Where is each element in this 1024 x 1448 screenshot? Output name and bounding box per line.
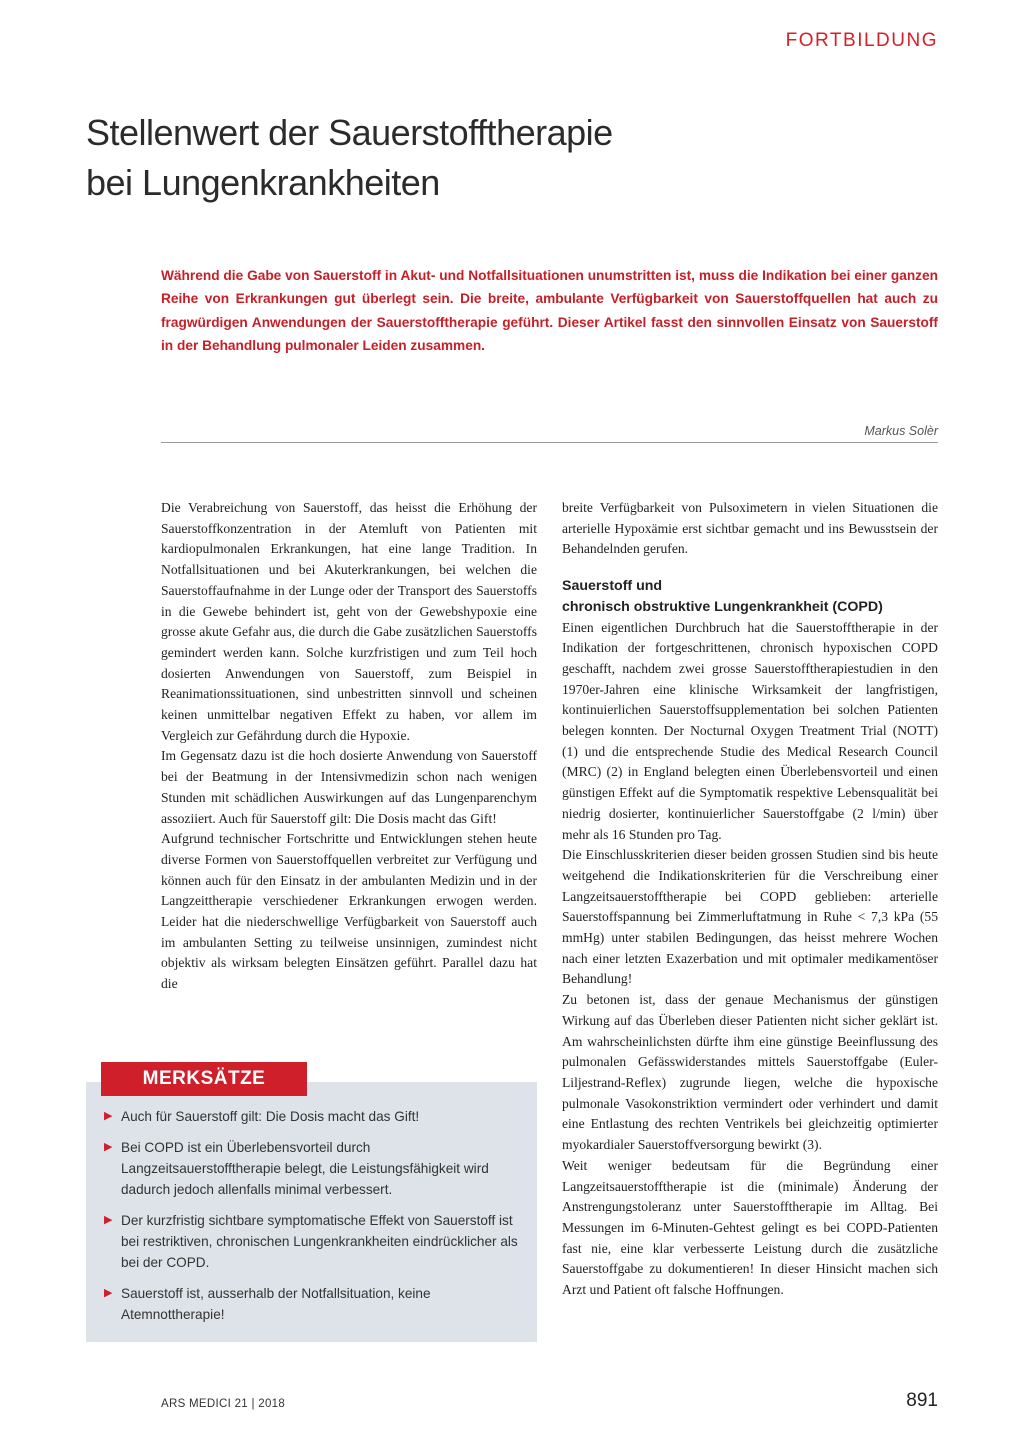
merksatz-text: Sauerstoff ist, ausserhalb der Notfallsituation, keine Atemnottherapie! (121, 1286, 431, 1322)
merksatz-text: Der kurzfristig sichtbare symptomatische Effekt von Sauerstoff ist bei restriktiven, chronischen Lungenkrankheiten eindrücklicher als bei der COPD. (121, 1213, 518, 1270)
body-paragraph: Die Einschlusskriterien dieser beiden grossen Studien sind bis heute weitgehend die Indikationskriterien für die Verschreibung einer Langzeitsauerstofftherapie bei COPD geblieben: arterielle Sauerstoffspannung bei Zimmerluftatmung in Ruhe < 7,3 kPa (55 mmHg) unter stabilen Bedingungen, das heisst mehrere Wochen nach einer letzten Exazerbation und mit optimaler medikamentöser Behandlung! (562, 847, 938, 987)
merksatz-item (104, 1106, 524, 1127)
body-paragraph: Aufgrund technischer Fortschritte und Entwicklungen stehen heute diverse Formen von Sauerstoffquellen verbreitet zur Verfügung und können auch für den Einsatz in der ambulanten Medizin und in der Langzeittherapie verschiedener Erkrankungen erwogen werden. Leider hat die niederschwellige Verfügbarkeit von Sauerstoff auch im ambulanten Setting zu teilweise unsinnigen, zumindest nicht objektiv als wirksam belegten Einsätzen geführt. Parallel dazu hat die (161, 831, 537, 992)
merksatz-item (104, 1283, 524, 1325)
left-column (161, 498, 537, 995)
author: Markus Solèr (864, 424, 938, 438)
section-heading-line-1: Sauerstoff und (562, 578, 663, 595)
merksatz-text: Auch für Sauerstoff gilt: Die Dosis macht das Gift! (121, 1109, 420, 1124)
body-paragraph: Im Gegensatz dazu ist die hoch dosierte Anwendung von Sauerstoff bei der Beatmung in der Intensivmedizin schon nach wenigen Stunden mit schädlichen Auswirkungen auf das Lungenparenchym assoziiert. Auch für Sauerstoff gilt: Die Dosis macht das Gift! (161, 748, 537, 826)
section-heading-line-2: chronisch obstruktive Lungenkrankheit (COPD) (562, 598, 883, 615)
body-paragraph: breite Verfügbarkeit von Pulsoximetern in vielen Situationen die arterielle Hypoxämie erst sichtbar gemacht und ins Bewusstsein der Behandelnden gerufen. (562, 500, 938, 557)
merksatz-item (104, 1137, 524, 1200)
article-lead: Während die Gabe von Sauerstoff in Akut- und Notfallsituationen unumstritten ist, muss die Indikation bei einer ganzen Reihe von Erkrankungen gut überlegt sein. Die breite, ambulante Verfügbarkeit von Sauerstoffquellen hat auch zu fragwürdigen Anwendungen der Sauerstofftherapie geführt. Dieser Artikel fasst den sinnvollen Einsatz von Sauerstoff in der Behandlung pulmonaler Leiden zusammen. (161, 268, 938, 354)
divider (161, 442, 938, 443)
triangle-right-icon: ▶ (104, 1214, 113, 1226)
page-number: 891 (906, 1390, 938, 1411)
title-line-1: Stellenwert der Sauerstofftherapie (86, 112, 613, 153)
merksatz-item (104, 1210, 524, 1273)
triangle-right-icon: ▶ (104, 1287, 113, 1299)
article-title (86, 108, 886, 208)
merksaetze-list (104, 1106, 524, 1335)
triangle-right-icon: ▶ (104, 1141, 113, 1153)
title-line-2: bei Lungenkrankheiten (86, 162, 440, 203)
body-paragraph: Einen eigentlichen Durchbruch hat die Sauerstofftherapie in der Indikation der fortgeschrittenen, chronisch hypoxischen COPD geschafft, nachdem zwei grosse Sauerstofftherapiestudien in den 1970er-Jahren eine klinische Wirksamkeit der langfristigen, kontinuierlichen Sauerstoffsupplementation bei solchen Patienten belegen konnten. Der Nocturnal Oxygen Treatment Trial (NOTT) (1) und die entsprechende Studie des Medical Research Council (MRC) (2) in England belegten einen Überlebensvorteil und einen günstigen Effekt auf die Symptomatik respektive Lebensqualität bei niedrig dosierter, kontinuierlicher Sauerstoffgabe (2 l/min) über mehr als 16 Stunden pro Tag. (562, 619, 938, 842)
body-paragraph: Weit weniger bedeutsam für die Begründung einer Langzeitsauerstofftherapie ist die (minimale) Änderung der Anstrengungstoleranz unter Sauerstofftherapie im Alltag. Bei Messungen im 6-Minuten-Gehtest gelingt es bei COPD-Patienten fast nie, eine klar verbesserte Leistung durch die zusätzliche Sauerstoffgabe zu dokumentieren! In dieser Hinsicht machen sich Arzt und Patient oft falsche Hoffnungen. (562, 1157, 938, 1298)
body-paragraph: Die Verabreichung von Sauerstoff, das heisst die Erhöhung der Sauerstoffkonzentration in der Atemluft von Patienten mit kardiopulmonalen Erkrankungen, hat eine lange Tradition. In Notfallsituationen und bei Akuterkrankungen, bei welchen die Sauerstoffaufnahme in der Lunge oder der Transport des Sauerstoffs in die Gewebe behindert ist, geht von der Gewebshypoxie eine grosse akute Gefahr aus, die durch die Gabe zusätzlichen Sauerstoffs gemindert werden kann. Solche kurzfristigen und zum Teil hoch dosierten Anwendungen von Sauerstoff, zum Beispiel in Reanimationssituationen, sind unbestritten sinnvoll und scheinen keinen unmittelbar negativen Effekt zu haben, vor allem im Vergleich zur Gefährdung durch die Hypoxie. (161, 500, 537, 743)
merksatz-text: Bei COPD ist ein Überlebensvorteil durch Langzeitsauerstofftherapie belegt, die Leistungsfähigkeit wird dadurch jedoch allenfalls minimal verbessert. (121, 1140, 489, 1197)
section-heading (562, 576, 938, 617)
right-column (562, 498, 938, 1301)
triangle-right-icon: ▶ (104, 1110, 113, 1122)
section-label: FORTBILDUNG (785, 30, 938, 51)
merksaetze-title: MERKSÄTZE (101, 1062, 307, 1096)
journal-issue: ARS MEDICI 21 | 2018 (161, 1398, 286, 1410)
body-paragraph: Zu betonen ist, dass der genaue Mechanismus der günstigen Wirkung auf das Überleben dieser Patienten nicht sicher geklärt ist. Am wahrscheinlichsten dürfte ihm eine günstige Beeinflussung des pulmonalen Gefässwiderstandes mittels Sauerstoffgabe (Euler-Liljestrand-Reflex) zugrunde liegen, welche die hypoxische pulmonale Vasokonstriktion vermindert oder verhindert und damit eine Entlastung des rechten Ventrikels bei gleichzeitig optimierter myokardialer Sauerstoffversorgung bewirkt (3). (562, 992, 938, 1153)
